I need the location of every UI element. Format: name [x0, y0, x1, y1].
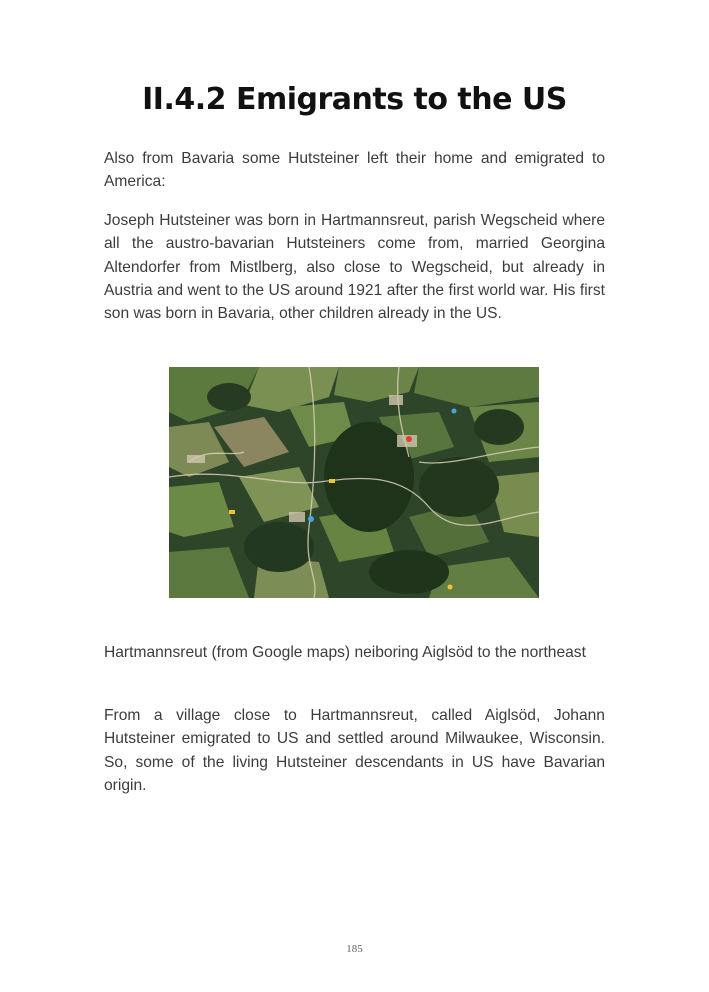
page-number: 185: [346, 943, 363, 955]
map-graphic: [169, 367, 539, 598]
map-caption: Hartmannsreut (from Google maps) neiboring Aiglsöd to the northeast: [104, 644, 586, 661]
satellite-map-image: [169, 367, 539, 598]
map-marker-yellow-icon: [448, 585, 453, 590]
johann-paragraph: From a village close to Hartmannsreut, called Aiglsöd, Johann Hutsteiner emigrated to US and settled around Milwaukee, Wisconsin. So, some of the living Hutsteiner descendants in US have Bavarian origin.: [104, 707, 605, 794]
intro-paragraph: Also from Bavaria some Hutsteiner left their home and emigrated to America:: [104, 150, 605, 191]
joseph-paragraph: Joseph Hutsteiner was born in Hartmannsreut, parish Wegscheid where all the austro-bavarian Hutsteiners come from, married Georgina Altendorfer from Mistlberg, also close to Wegscheid, but already in Austria and went to the US around 1921 after the first world war. His first son was born in Bavaria, other children already in the US.: [104, 212, 605, 323]
map-marker-blue-icon: [308, 516, 314, 522]
map-marker-blue-icon: [452, 409, 457, 414]
page-title: II.4.2 Emigrants to the US: [142, 82, 567, 117]
road-sign-icon: [229, 510, 235, 514]
map-marker-red-icon: [406, 436, 412, 442]
road-sign-icon: [329, 479, 335, 483]
